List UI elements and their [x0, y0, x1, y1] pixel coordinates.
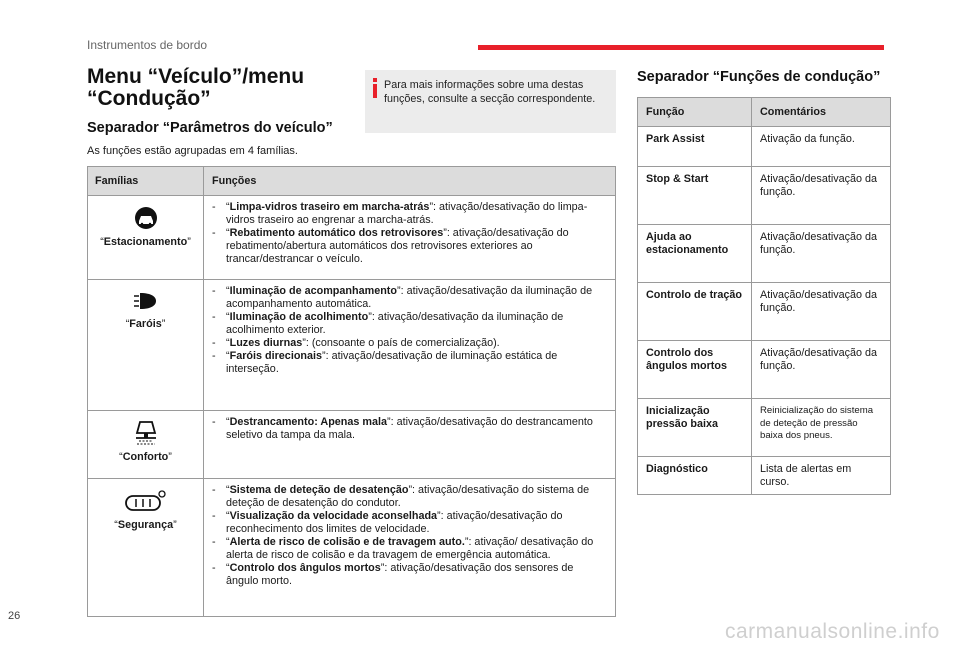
function-desc: : ativação/desativação da iluminação de acolhimento exterior.: [226, 311, 564, 336]
function-desc: : ativação/desativação do reconhecimento dos limites de velocidade.: [226, 510, 563, 535]
table-row: [638, 341, 891, 399]
function-name: Visualização da velocidade aconselhada: [229, 510, 438, 522]
comment-cell: Ativação/desativação da função.: [752, 167, 891, 225]
list-item: - “Rebatimento automático dos retrovisores”: ativação/desativação do rebatimento/abertura automáticos dos retrovisores exteriores ao trancar/destrancar o veículo.: [212, 227, 569, 265]
driving-header-row: [638, 98, 891, 127]
function-desc: : ativação/desativação do sistema de deteção de desatenção do condutor.: [226, 484, 590, 509]
functions-cell: [204, 196, 616, 280]
function-desc: : ativação/ desativação do alerta de risco de colisão e da travagem de emergência automática.: [226, 536, 594, 561]
functions-cell: [204, 411, 616, 479]
functions-cell: [204, 479, 616, 617]
families-header-row: [88, 167, 616, 196]
function-cell: Diagnóstico: [638, 457, 752, 495]
comment-cell: Ativação/desativação da função.: [752, 283, 891, 341]
family-cell: “Faróis”: [88, 280, 204, 411]
table-row: [638, 127, 891, 167]
table-row: [638, 167, 891, 225]
list-item: - “Controlo dos ângulos mortos”: ativação/desativação dos sensores de ângulo morto.: [212, 562, 574, 587]
table-row: [638, 457, 891, 495]
function-desc: : ativação/desativação da iluminação de acompanhamento automática.: [226, 285, 593, 310]
headlamp-icon: [132, 290, 160, 312]
function-cell: Ajuda ao estacionamento: [638, 225, 752, 283]
comment-cell: Ativação/desativação da função.: [752, 225, 891, 283]
seat-comfort-icon: [131, 419, 161, 445]
family-label: Conforto: [122, 451, 169, 463]
function-name: Luzes diurnas: [229, 337, 303, 349]
driving-functions-table: [637, 97, 891, 495]
comment-cell: Ativação da função.: [752, 127, 891, 167]
info-text: Para mais informações sobre uma destas funções, consulte a secção correspondente.: [384, 79, 596, 105]
list-item: - “Destrancamento: Apenas mala”: ativação/desativação do destrancamento seletivo da tampa da mala.: [212, 416, 593, 441]
family-label: Faróis: [129, 318, 162, 330]
function-name: Alerta de risco de colisão e de travagem auto.: [229, 536, 465, 548]
driving-safety-icon: [124, 489, 168, 513]
family-label: Estacionamento: [103, 236, 188, 248]
comment-cell: Lista de alertas em curso.: [752, 457, 891, 495]
table-row: [88, 479, 616, 617]
function-name: Rebatimento automático dos retrovisores: [229, 227, 444, 239]
list-item: - “Limpa-vidros traseiro em marcha-atrás”: ativação/desativação do limpa-vidros traseiro ao engrenar a marcha-atrás.: [212, 201, 588, 226]
function-desc: : ativação/desativação do limpa-vidros traseiro ao engrenar a marcha-atrás.: [226, 201, 588, 226]
function-desc: : ativação/desativação do rebatimento/abertura automáticos dos retrovisores exteriores ao trancar/destrancar o veículo.: [226, 227, 569, 265]
function-name: Controlo dos ângulos mortos: [229, 562, 381, 574]
list-item: - “Iluminação de acolhimento”: ativação/desativação da iluminação de acolhimento exterior.: [212, 311, 564, 336]
function-name: Iluminação de acompanhamento: [229, 285, 397, 297]
col-comments-header: Comentários: [752, 98, 891, 127]
col-function-header: Função: [638, 98, 752, 127]
list-item: - “Alerta de risco de colisão e de travagem auto.”: ativação/ desativação do alerta de risco de colisão e da travagem de emergência automática.: [212, 536, 594, 561]
function-name: Limpa-vidros traseiro em marcha-atrás: [229, 201, 430, 213]
table-row: [88, 280, 616, 411]
col-families-header: Famílias: [88, 167, 204, 196]
family-label: Segurança: [117, 519, 174, 531]
function-name: Faróis direcionais: [229, 350, 323, 362]
function-cell: Park Assist: [638, 127, 752, 167]
list-item: - “Sistema de deteção de desatenção”: ativação/desativação do sistema de deteção de desatenção do condutor.: [212, 484, 590, 509]
function-cell: Stop & Start: [638, 167, 752, 225]
function-cell: Inicialização pressão baixa: [638, 399, 752, 457]
info-icon: [370, 78, 380, 98]
car-parking-icon: [132, 206, 160, 230]
function-name: Sistema de deteção de desatenção: [229, 484, 409, 496]
family-cell: “Segurança”: [88, 479, 204, 617]
watermark: carmanualsonline.info: [725, 620, 940, 643]
table-row: [88, 196, 616, 280]
family-cell: “Conforto”: [88, 411, 204, 479]
header-accent-bar: [478, 45, 884, 50]
table-row: [638, 283, 891, 341]
intro-text: As funções estão agrupadas em 4 famílias.: [87, 145, 298, 157]
menu-title: Menu “Veículo”/menu “Condução”: [87, 65, 305, 110]
list-item: - “Iluminação de acompanhamento”: ativação/desativação da iluminação de acompanhamento automática.: [212, 285, 593, 310]
function-name: Destrancamento: Apenas mala: [229, 416, 388, 428]
functions-cell: [204, 280, 616, 411]
col-functions-header: Funções: [204, 167, 616, 196]
function-desc: : ativação/desativação dos sensores de ângulo morto.: [226, 562, 574, 587]
table-row: [638, 225, 891, 283]
right-section-title: Separador “Funções de condução”: [637, 69, 881, 85]
families-table: [87, 166, 616, 617]
comment-cell: Reinicialização do sistema de deteção de pressão baixa dos pneus.: [752, 399, 891, 457]
list-item: - “Luzes diurnas”: (consoante o país de comercialização).: [212, 337, 500, 349]
function-desc: : (consoante o país de comercialização).: [305, 337, 500, 349]
function-desc: : ativação/desativação de iluminação estática de interseção.: [226, 350, 558, 375]
comment-cell: Ativação/desativação da função.: [752, 341, 891, 399]
function-cell: Controlo de tração: [638, 283, 752, 341]
function-desc: : ativação/desativação do destrancamento seletivo da tampa da mala.: [226, 416, 593, 441]
family-cell: “Estacionamento”: [88, 196, 204, 280]
info-box: [365, 70, 616, 133]
table-row: [638, 399, 891, 457]
list-item: - “Visualização da velocidade aconselhada”: ativação/desativação do reconhecimento dos limites de velocidade.: [212, 510, 563, 535]
table-row: [88, 411, 616, 479]
list-item: - “Faróis direcionais”: ativação/desativação de iluminação estática de interseção.: [212, 350, 558, 375]
page-number: 26: [8, 610, 21, 622]
function-name: Iluminação de acolhimento: [229, 311, 369, 323]
function-cell: Controlo dos ângulos mortos: [638, 341, 752, 399]
running-header: Instrumentos de bordo: [87, 38, 208, 52]
left-section-title: Separador “Parâmetros do veículo”: [87, 120, 333, 136]
